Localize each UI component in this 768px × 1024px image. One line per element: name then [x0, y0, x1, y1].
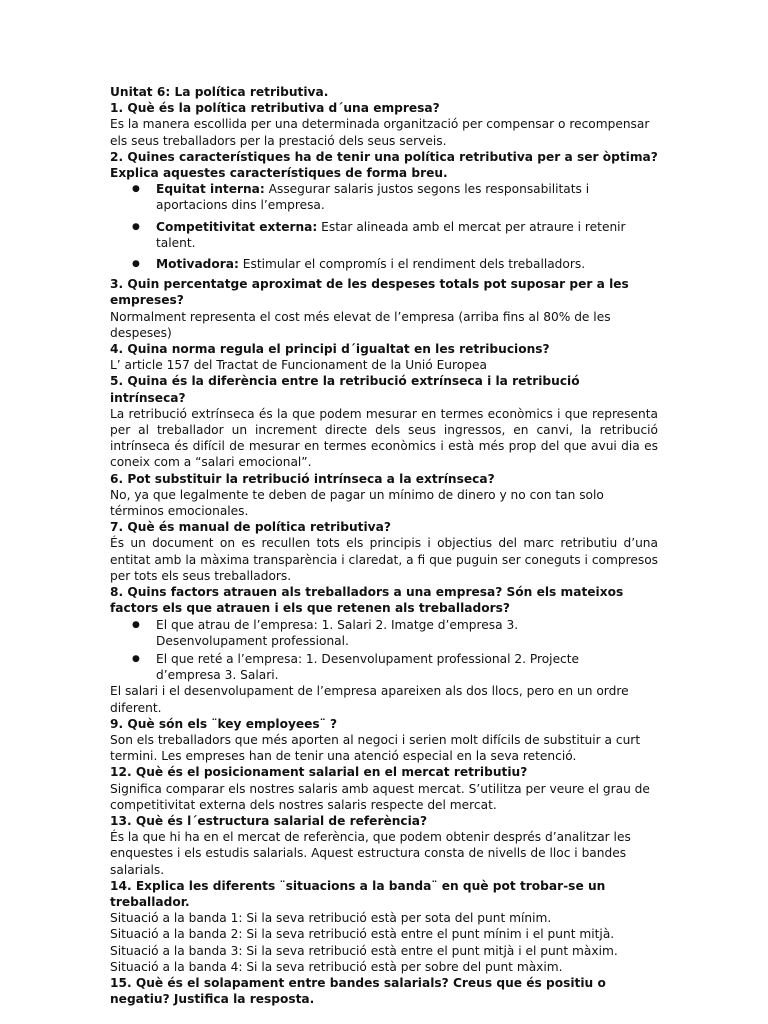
bullet-item: ● El que reté a l’empresa: 1. Desenvolupament professional 2. Projecte d’empresa 3. Salari. — [110, 651, 658, 683]
bullet-term: Competitivitat externa: — [156, 219, 318, 234]
answer-13: És la que hi ha en el mercat de referència, que podem obtenir després d’analitzar les enquestes i els estudis salarials. Aquest estructura consta de nivells de lloc i bandes salarials. — [110, 830, 631, 877]
answer-7: És un document on es recullen tots els principis i objectius del marc retributiu d’una entitat amb la màxima transparència i claredat, a fi que puguin ser coneguts i compresos per tots els seus treballadors. — [110, 536, 658, 583]
question-7: 7. Què és manual de política retributiva? — [110, 520, 391, 535]
answer-14-line: Situació a la banda 4: Si la seva retribució està per sobre del punt màxim. — [110, 959, 563, 974]
question-12: 12. Què és el posicionament salarial en el mercat retributiu? — [110, 765, 528, 780]
answer-3: Normalment representa el cost més elevat de l’empresa (arriba fins al 80% de les despeses) — [110, 309, 611, 340]
document-page — [110, 84, 658, 1007]
answer-9: Son els treballadors que més aporten al negoci i serien molt difícils de substituir a curt termini. Les empreses han de tenir una atenció especial en la seva retenció. — [110, 732, 641, 764]
answer-6: No, ya que legalmente te deben de pagar un mínimo de dinero y no con tan solo términos emocionales. — [110, 487, 604, 519]
bullet-item — [110, 219, 658, 251]
bullet-text: Estar alineada amb el mercat per atraure i retenir talent. — [156, 219, 626, 250]
question-4: 4. Quina norma regula el principi d´igualtat en les retribucions? — [110, 342, 550, 357]
characteristics-list — [110, 181, 658, 272]
factors-list — [110, 617, 658, 684]
unit-title: Unitat 6: La política retributiva. — [110, 85, 329, 99]
question-6: 6. Pot substituir la retribució intrínseca a la extrínseca? — [110, 471, 495, 486]
bullet-item — [110, 256, 658, 272]
bullet-term: Equitat interna: — [156, 182, 265, 197]
bullet-text: Estimular el compromís i el rendiment dels treballadors. — [238, 257, 586, 272]
question-3: 3. Quin percentatge aproximat de les despeses totals pot suposar per a les empreses? — [110, 277, 629, 308]
answer-12: Significa comparar els nostres salaris amb aquest mercat. S’utilitza per veure el grau de competitivitat externa dels nostres salaris respecte del mercat. — [110, 781, 650, 812]
answer-5: La retribució extrínseca és la que podem mesurar en termes econòmics i que representa per al treballador un increment directe dels seus ingressos, en canvi, la retribució intrínseca és difícil de mesurar en termes econòmics i està més prop del que avui dia es coneix com a “salari emocional”. — [110, 406, 658, 470]
question-14: 14. Explica les diferents ¨situacions a la banda¨ en què pot trobar-se un treballador. — [110, 878, 606, 909]
question-8: 8. Quins factors atrauen als treballadors a una empresa? Són els mateixos factors els que atrauen i els que retenen als treballadors? — [110, 585, 624, 616]
question-15: 15. Què és el solapament entre bandes salarials? Creus que és positiu o negatiu? Justifica la resposta. — [110, 975, 606, 1007]
question-1: 1. Què és la política retributiva d´una empresa? — [110, 101, 440, 116]
answer-14-line: Situació a la banda 3: Si la seva retribució està entre el punt mitjà i el punt màxim. — [110, 943, 618, 958]
bullet-text: Assegurar salaris justos segons les responsabilitats i aportacions dins l’empresa. — [156, 182, 590, 213]
bullet-item: ● El que atrau de l’empresa: 1. Salari 2. Imatge d’empresa 3. Desenvolupament professional. — [110, 617, 658, 649]
bullet-term: Motivadora: — [156, 257, 239, 272]
question-2: 2. Quines característiques ha de tenir una política retributiva per a ser òptima? Explica aquestes característiques de forma breu. — [110, 149, 658, 181]
question-5: 5. Quina és la diferència entre la retribució extrínseca i la retribució intrínseca? — [110, 374, 580, 405]
answer-14-line: Situació a la banda 2: Si la seva retribució està entre el punt mínim i el punt mitjà. — [110, 927, 615, 942]
question-9: 9. Què són els ¨key employees¨ ? — [110, 716, 338, 731]
question-13: 13. Què és l´estructura salarial de referència? — [110, 813, 428, 828]
bullet-item — [110, 181, 658, 213]
answer-14-line: Situació a la banda 1: Si la seva retribució està per sota del punt mínim. — [110, 911, 552, 926]
answer-1: Es la manera escollida per una determinada organització per compensar o recompensar els seus treballadors per la prestació dels seus serveis. — [110, 117, 650, 148]
answer-4: L’ article 157 del Tractat de Funcionament de la Unió Europea — [110, 358, 487, 373]
answer-8: El salari i el desenvolupament de l’empresa apareixen als dos llocs, pero en un ordre diferent. — [110, 684, 629, 715]
